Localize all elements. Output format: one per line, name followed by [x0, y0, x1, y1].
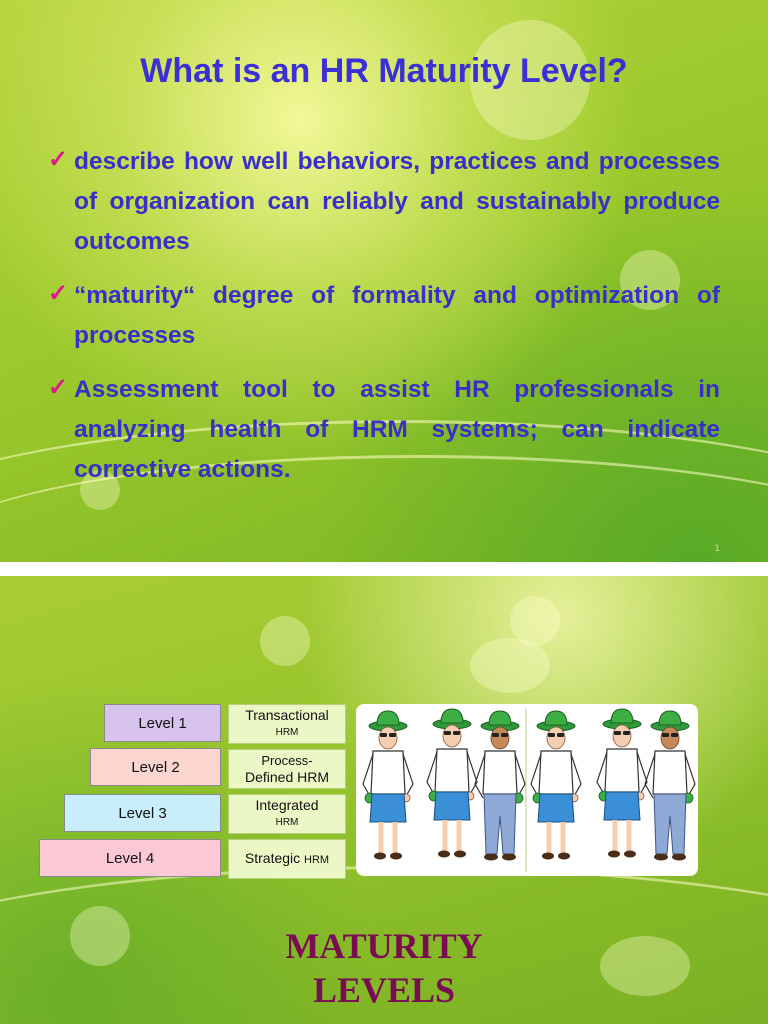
maturity-levels-heading — [0, 924, 768, 1012]
hrm-stage-sub: Defined HRM — [244, 769, 330, 785]
hrm-stage-label — [245, 850, 329, 869]
bullet-item — [48, 276, 720, 356]
slide-title: What is an HR Maturity Level? — [140, 52, 628, 90]
bullet-text: Assessment tool to assist HR professionals in analyzing health of HRM systems; can indicate corrective actions. — [74, 376, 720, 483]
page-number: 1 — [714, 544, 720, 554]
level-2-label: Level 2 — [131, 758, 180, 776]
bullet-text: describe how well behaviors, practices and processes of organization can reliably and sustainably produce outcomes — [74, 148, 720, 255]
hrm-stage-sub: HRM — [275, 817, 299, 828]
decorative-bubble — [260, 616, 310, 666]
level-3-label: Level 3 — [118, 804, 167, 822]
level-4-box — [39, 839, 221, 877]
level-4-label: Level 4 — [105, 849, 155, 867]
bullet-item — [48, 142, 720, 262]
hrm-stage-transactional — [228, 704, 346, 744]
hrm-stage-main: Integrated — [255, 797, 319, 813]
women-clipart-icon — [356, 704, 698, 876]
checkmark-icon: ✓ — [48, 374, 69, 401]
hrm-stage-main: Process- — [261, 753, 313, 768]
bullet-list — [48, 142, 720, 504]
hrm-stage-sub: HRM — [275, 727, 299, 738]
level-1-label: Level 1 — [138, 714, 187, 732]
checkmark-icon: ✓ — [48, 146, 69, 173]
hrm-stage-integrated — [228, 794, 346, 834]
level-1-box — [104, 704, 221, 742]
heading-line-1: MATURITY — [285, 926, 483, 966]
checkmark-icon: ✓ — [48, 280, 69, 307]
women-illustration — [356, 704, 698, 876]
decorative-bubble — [470, 638, 550, 693]
level-2-box — [90, 748, 221, 786]
heading-line-2: LEVELS — [312, 970, 456, 1010]
bullet-item — [48, 370, 720, 490]
bullet-text: “maturity“ degree of formality and optimization of processes — [74, 282, 720, 349]
hrm-stage-main: Transactional — [245, 707, 329, 723]
slide-maturity-levels — [0, 576, 768, 1024]
level-3-box — [64, 794, 221, 832]
hrm-stage-strategic — [228, 839, 346, 879]
hrm-stage-sub: HRM — [304, 853, 330, 866]
hrm-stage-main: Strategic — [244, 849, 301, 866]
hrm-stage-process-defined — [228, 749, 346, 789]
